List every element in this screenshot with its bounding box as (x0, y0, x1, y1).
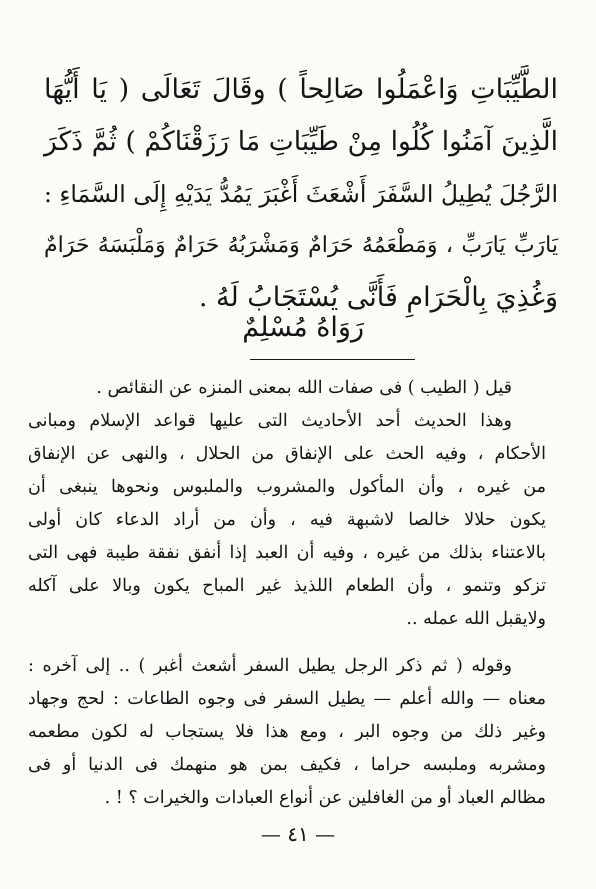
commentary-line: قيل ( الطيب ) فى صفات الله بمعنى المنزه عن النقائص . (96, 378, 512, 398)
hadith-line: الَّذِينَ آمَنُوا كُلُوا مِنْ طَيِّبَاتِ مَا رَزَقْنَاكُمْ ) ثُمَّ ذَكَرَ (44, 126, 558, 157)
hadith-line: الرَّجُلَ يُطِيلُ السَّفَرَ أَشْعَثَ أَغْبَرَ يَمُدُّ يَدَيْهِ إِلَى السَّمَاءِ : (43, 180, 558, 208)
hadith-line: الطَّيِّبَاتِ وَاعْمَلُوا صَالِحاً ) وقَالَ تَعَالَى ( يَا أَيُّهَا (44, 74, 558, 105)
commentary-text (28, 372, 546, 815)
hadith-line: وَغُذِيَ بِالْحَرَامِ فَأَنَّى يُسْتَجَابُ لَهُ . (198, 282, 558, 313)
page-number: — ٤١ — (260, 822, 336, 846)
paragraph-gap (28, 636, 546, 650)
hadith-source: رَوَاهُ مُسْلِمٌ (242, 312, 364, 343)
commentary-line: وغير ذلك من وجوه البر ، ومع هذا فلا يستجاب له لكون مطعمه (28, 722, 546, 742)
commentary-line: يكون حلالا خالصا لاشبهة فيه ، وأن من أراد الدعاء كان أولى (28, 510, 546, 530)
commentary-line: وهذا الحديث أحد الأحاديث التى عليها قواعد الإسلام ومبانى (28, 411, 512, 431)
commentary-line: وقوله ( ثم ذكر الرجل يطيل السفر أشعث أغبر ) .. إلى آخره : (28, 656, 512, 676)
commentary-line: بالاعتناء بذلك من غيره ، وفيه أن العبد إذا أنفق نفقة طيبة فهى التى (28, 543, 546, 563)
commentary-line: من غيره ، وأن المأكول والمشروب والملبوس ونحوها ينبغى أن (28, 477, 546, 497)
section-divider (250, 359, 415, 360)
commentary-line: الأحكام ، وفيه الحث على الإنفاق من الحلال ، والنهى عن الإنفاق (28, 444, 546, 464)
hadith-line: يَارَبِّ يَارَبِّ ، وَمَطْعَمُهُ حَرَامٌ وَمَشْرَبُهُ حَرَامٌ وَمَلْبَسَهُ حَرَامٌ (44, 233, 558, 258)
commentary-line: تزكو وتنمو ، وأن الطعام اللذيذ غير المباح يكون وبالا على آكله (28, 576, 546, 596)
hadith-text (44, 64, 558, 324)
commentary-line: مظالم العباد أو من الغافلين عن أنواع العبادات والخيرات ؟ ! . (104, 788, 546, 808)
commentary-line: ومشربه وملبسه حراما ، فكيف بمن هو منهمك فى الدنيا أو فى (28, 755, 546, 775)
commentary-line: ولايقبل الله عمله .. (406, 609, 546, 629)
commentary-line: معناه — والله أعلم — يطيل السفر فى وجوه الطاعات : لحج وجهاد (28, 689, 546, 709)
